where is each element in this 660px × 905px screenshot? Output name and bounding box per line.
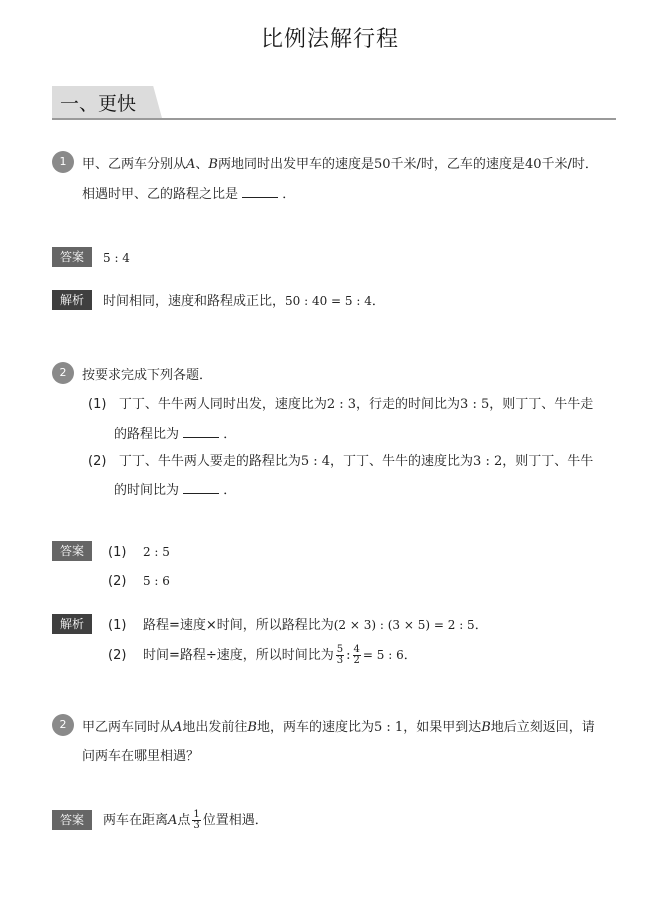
q2-p2-ratio-2: 3 : 2 — [473, 454, 503, 469]
q2-p1-text-c: ，则丁丁、牛牛走 — [489, 397, 594, 412]
q1-line-2-text: 相遇时甲、乙的路程之比是 — [82, 187, 239, 202]
q3-text-a: 甲乙两车同时从 — [82, 720, 174, 735]
q2-p2-ratio-1: 5 : 4 — [300, 454, 331, 469]
q2-p1-line-2: 的路程比为 — [114, 427, 180, 442]
fraction-denominator: 3 — [336, 655, 344, 666]
q2-part-1-line-1 — [88, 396, 593, 414]
q3-text-d: ，如果甲到达 — [403, 720, 482, 735]
q2-an-2-colon: : — [346, 648, 351, 663]
page-title: 比例法解行程 — [260, 27, 399, 52]
q1-analysis-math: 50 : 40 = 5 : 4 — [285, 294, 372, 308]
q3-ratio: 5 : 1 — [374, 720, 404, 735]
q1-line-2-end: ． — [282, 187, 296, 202]
q2-p2-text-b: ，丁丁、牛牛的速度比为 — [330, 454, 474, 469]
q1-text-a: 甲、乙两车分别从 — [82, 157, 187, 172]
q2-an-2-text: 时间=路程÷速度，所以时间比为 — [142, 648, 334, 663]
q2-an-1-end: ． — [474, 618, 488, 633]
q2-p2-text-a: 丁丁、牛牛两人要走的路程比为 — [118, 454, 301, 469]
q3-point-b: B — [247, 720, 257, 735]
answer-blank[interactable] — [183, 425, 219, 438]
q2-p1-ratio-1: 2 : 3 — [326, 397, 357, 412]
q2-ans-2-label: (2) — [108, 574, 127, 589]
q1-speed-1: 50 — [374, 157, 391, 172]
question-number-badge: 2 — [52, 714, 74, 736]
question-3-line-1 — [82, 719, 595, 737]
fraction-denominator: 3 — [193, 820, 200, 831]
q2-part-2-line-1 — [88, 453, 593, 471]
analysis-label: 解析 — [52, 614, 92, 634]
q2-an-1-label: (1) — [108, 618, 127, 633]
fraction-1-3 — [192, 810, 200, 831]
q3-point-a: A — [173, 720, 183, 735]
q2-p2-text-c: ，则丁丁、牛牛 — [502, 454, 594, 469]
q2-an-1-math: (2 × 3) : (3 × 5) = 2 : 5 — [333, 618, 475, 632]
q2-part-1-line-2 — [114, 425, 236, 444]
q1-text-c: 千米/时，乙车的速度是 — [390, 157, 525, 172]
q2-ans-2-value: 5 : 6 — [142, 574, 170, 588]
section-header — [52, 86, 616, 120]
q3-ans-text-a: 两车在距离 — [103, 813, 169, 828]
question-1-line-2 — [82, 185, 295, 204]
q2-p1-ratio-2: 3 : 5 — [460, 397, 490, 412]
answer-blank[interactable] — [242, 185, 278, 198]
q2-part-2-line-2 — [114, 481, 236, 500]
q2-p2-line-2: 的时间比为 — [114, 483, 180, 498]
q2-analysis-1 — [108, 616, 488, 635]
question-number-badge: 2 — [52, 362, 74, 384]
fraction-numerator: 4 — [353, 644, 360, 655]
q1-point-b: B — [208, 157, 218, 172]
q2-intro: 按要求完成下列各题． — [82, 368, 213, 383]
q1-text-b: 两地同时出发甲车的速度是 — [217, 157, 374, 172]
q3-text-e: 地后立刻返回，请 — [490, 720, 595, 735]
analysis-label: 解析 — [52, 290, 92, 310]
q2-an-2-end: ． — [403, 648, 417, 663]
q2-answer-2 — [108, 572, 170, 591]
answer-label: 答案 — [52, 247, 92, 267]
q2-ans-1-value: 2 : 5 — [142, 545, 170, 559]
q2-answer-1 — [108, 543, 170, 562]
q3-text-c: 地，两车的速度比为 — [256, 720, 374, 735]
q1-point-a: A — [186, 157, 196, 172]
fraction-numerator: 1 — [193, 809, 200, 820]
q2-analysis-2 — [108, 645, 417, 666]
q1-speed-2: 40 — [524, 157, 542, 172]
q2-an-2-rest: = 5 : 6 — [362, 648, 404, 662]
question-1-line-1 — [82, 156, 598, 174]
q3-answer — [103, 810, 268, 831]
q2-p2-end: ． — [223, 483, 237, 498]
q3-text-b: 地出发前往 — [182, 720, 248, 735]
q2-p2-label: (2) — [88, 454, 107, 469]
q3-point-b-2: B — [481, 720, 491, 735]
q1-analysis-end: ． — [371, 294, 385, 309]
q2-p1-label: (1) — [88, 397, 107, 412]
fraction-denominator: 2 — [353, 655, 360, 666]
q3-ans-text-b: 点 — [177, 813, 191, 828]
q2-p1-text-a: 丁丁、牛牛两人同时出发，速度比为 — [118, 397, 327, 412]
question-number-badge: 1 — [52, 151, 74, 173]
q2-an-2-label: (2) — [108, 648, 127, 663]
fraction-5-3 — [336, 645, 344, 666]
fraction-numerator: 5 — [336, 644, 344, 655]
q1-sep: 、 — [195, 157, 209, 172]
answer-label: 答案 — [52, 541, 92, 561]
q3-ans-text-c: 位置相遇． — [202, 813, 268, 828]
question-3-line-2: 问两车在哪里相遇？ — [82, 749, 200, 764]
q1-text-d: 千米/时． — [541, 157, 598, 172]
q1-analysis — [103, 292, 385, 311]
q1-analysis-text: 时间相同，速度和路程成正比， — [103, 294, 286, 309]
section-title: 一、更快 — [60, 93, 137, 115]
q2-p1-text-b: ，行走的时间比为 — [356, 397, 461, 412]
fraction-4-2 — [353, 645, 361, 666]
q1-answer: 5 : 4 — [103, 251, 130, 265]
answer-label: 答案 — [52, 810, 92, 830]
q2-ans-1-label: (1) — [108, 545, 127, 560]
q3-ans-point-a: A — [168, 813, 178, 828]
answer-blank[interactable] — [183, 481, 219, 494]
q2-p1-end: ． — [223, 427, 237, 442]
q2-an-1-text: 路程=速度×时间，所以路程比为 — [142, 618, 334, 633]
